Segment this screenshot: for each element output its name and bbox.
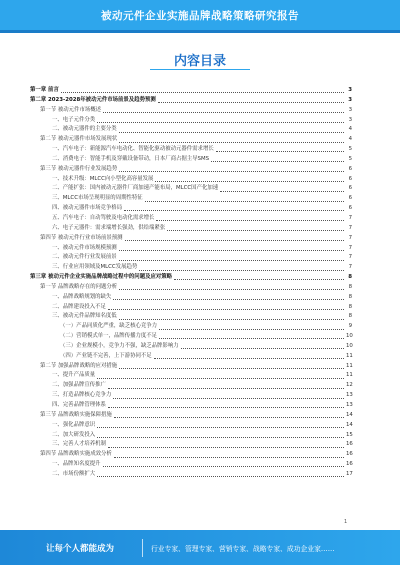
toc-entry-label: 五、汽车电子：自动驾驶及电动化需求增长 xyxy=(52,214,155,221)
toc-entry-label: 二、产能扩张：国内被动元器件厂商加速产能布局，MLCC国产化加速 xyxy=(52,185,219,192)
toc-entry-label: 二、品牌建设投入不足 xyxy=(52,303,106,310)
toc-entry-page: 7 xyxy=(348,264,352,271)
toc-entry-label: 三、打造品牌核心竞争力 xyxy=(52,392,112,399)
toc-entry-label: 一、被动元件市场规模预测 xyxy=(52,244,117,251)
toc-entry[interactable] xyxy=(30,253,352,263)
toc-entry-label: （三）企业规模小，竞争力不强，缺乏品牌影响力 xyxy=(60,342,179,349)
footer-tagline: 行业专家、管理专家、营销专家、战略专家、成功企业家…… xyxy=(151,544,335,553)
toc-entry[interactable] xyxy=(30,431,352,441)
toc-entry-page: 16 xyxy=(346,441,353,448)
toc-entry-label: 一、品牌知名度提升 xyxy=(52,461,101,468)
toc-entry[interactable] xyxy=(30,401,352,411)
toc-leader-dots xyxy=(159,329,344,330)
toc-leader-dots xyxy=(103,466,344,467)
toc-leader-dots xyxy=(145,201,344,202)
toc-entry-page: 16 xyxy=(346,461,353,468)
toc-leader-dots xyxy=(174,279,344,280)
toc-entry-page: 14 xyxy=(346,411,353,418)
toc-entry[interactable] xyxy=(30,303,352,313)
toc-entry-page: 4 xyxy=(348,126,352,133)
toc-entry-label: 二、被动元件行业发展前景 xyxy=(52,254,117,261)
toc-entry[interactable] xyxy=(30,470,352,480)
toc-entry[interactable] xyxy=(30,175,352,185)
toc-entry-page: 13 xyxy=(346,402,353,408)
toc-entry[interactable] xyxy=(30,145,352,155)
toc-entry-label: 二、加大研发投入 xyxy=(52,431,96,438)
toc-leader-dots xyxy=(119,142,344,143)
report-header xyxy=(0,0,400,30)
toc-leader-dots xyxy=(119,250,344,251)
toc-entry-page: 10 xyxy=(346,342,353,349)
toc-entry-page: 7 xyxy=(348,224,352,231)
toc-entry-page: 7 xyxy=(348,214,352,221)
toc-entry-page: 13 xyxy=(346,392,353,399)
toc-entry[interactable] xyxy=(30,411,352,421)
toc-leader-dots xyxy=(113,398,344,399)
toc-entry[interactable] xyxy=(30,224,352,234)
toc-entry-page: 8 xyxy=(348,313,352,320)
toc-entry[interactable] xyxy=(30,293,352,303)
toc-entry-label: 第二章 2023-2028年被动元件市场前景及趋势预测 xyxy=(30,96,156,103)
toc-entry[interactable] xyxy=(30,86,352,96)
toc-entry-label: 四、完善品牌管理体系 xyxy=(52,402,106,408)
toc-entry-page: 3 xyxy=(348,96,352,103)
toc-entry-page: 6 xyxy=(348,195,352,202)
toc-entry-page: 7 xyxy=(348,234,352,241)
toc-entry-page: 12 xyxy=(346,382,353,389)
toc-entry[interactable] xyxy=(30,125,352,135)
toc-entry-page: 10 xyxy=(346,333,353,340)
toc-heading-underline xyxy=(150,69,250,70)
toc-leader-dots xyxy=(108,447,344,448)
toc-entry[interactable] xyxy=(30,312,352,322)
toc-leader-dots xyxy=(159,338,344,339)
toc-entry[interactable] xyxy=(30,244,352,254)
toc-entry-page: 7 xyxy=(348,244,352,251)
toc-entry-page: 11 xyxy=(346,352,353,359)
toc-entry-page: 17 xyxy=(346,470,353,477)
toc-leader-dots xyxy=(113,299,344,300)
toc-entry[interactable] xyxy=(30,194,352,204)
toc-entry-label: 三、被动元件品牌知名度低 xyxy=(52,313,117,320)
footer-banner xyxy=(0,530,400,565)
toc-entry-page: 4 xyxy=(348,136,352,143)
toc-entry-page: 16 xyxy=(346,451,353,458)
toc-entry-page: 3 xyxy=(348,106,352,113)
toc-leader-dots xyxy=(119,132,344,133)
toc-leader-dots xyxy=(119,319,344,320)
toc-leader-dots xyxy=(97,427,344,428)
toc-entry-page: 11 xyxy=(346,372,353,379)
toc-entry[interactable] xyxy=(30,322,352,332)
toc-leader-dots xyxy=(139,270,344,271)
table-of-contents xyxy=(30,86,352,480)
toc-entry-page: 7 xyxy=(348,254,352,261)
toc-leader-dots xyxy=(158,102,344,103)
toc-entry[interactable] xyxy=(30,460,352,470)
toc-entry[interactable] xyxy=(30,165,352,175)
toc-entry[interactable] xyxy=(30,184,352,194)
toc-entry-label: 第二节 加强品牌战略的应对措施 xyxy=(40,362,118,369)
toc-entry-page: 6 xyxy=(348,175,352,182)
toc-leader-dots xyxy=(125,240,344,241)
toc-entry[interactable] xyxy=(30,362,352,372)
toc-entry[interactable] xyxy=(30,283,352,293)
toc-entry-page: 3 xyxy=(348,87,352,93)
toc-entry-page: 6 xyxy=(348,165,352,172)
toc-entry-page: 9 xyxy=(348,323,352,330)
toc-leader-dots xyxy=(97,122,344,123)
toc-entry-page: 11 xyxy=(346,362,353,369)
header-divider xyxy=(0,30,400,33)
toc-leader-dots xyxy=(119,368,344,369)
toc-leader-dots xyxy=(216,151,344,152)
toc-entry-label: 六、电子元器件：需求端增长强劲，供给端紧张 xyxy=(52,224,166,231)
toc-leader-dots xyxy=(114,417,344,418)
toc-entry-label: 一、提升产品质量 xyxy=(52,372,96,379)
toc-entry-label: 一、技术升级：MLCC向小型化高容量发展 xyxy=(52,175,154,182)
toc-entry-page: 6 xyxy=(348,185,352,192)
toc-entry-label: 第四节 品牌战略实施成效分析 xyxy=(40,451,112,458)
toc-leader-dots xyxy=(114,457,344,458)
toc-leader-dots xyxy=(181,348,344,349)
toc-leader-dots xyxy=(156,220,344,221)
toc-entry-page: 14 xyxy=(346,421,353,428)
toc-entry[interactable] xyxy=(30,155,352,165)
page-number: 1 xyxy=(344,519,348,525)
toc-entry[interactable] xyxy=(30,342,352,352)
toc-leader-dots xyxy=(211,161,344,162)
toc-entry-label: 第一章 前言 xyxy=(30,87,59,93)
toc-entry-page: 5 xyxy=(348,146,352,153)
toc-entry-label: 一、电子元件分类 xyxy=(52,116,96,123)
toc-entry[interactable] xyxy=(30,371,352,381)
toc-entry[interactable] xyxy=(30,332,352,342)
toc-leader-dots xyxy=(97,378,344,379)
toc-leader-dots xyxy=(61,92,344,93)
toc-entry-page: 8 xyxy=(348,293,352,300)
toc-entry-page: 8 xyxy=(348,274,352,281)
toc-entry-page: 3 xyxy=(348,116,352,123)
toc-entry-page: 8 xyxy=(348,283,352,290)
toc-entry-label: 第三章 被动元件企业实施品牌战略过程中的问题及应对策略 xyxy=(30,274,173,281)
toc-entry[interactable] xyxy=(30,273,352,283)
toc-entry-label: （四）产业链不完善，上下游协同不足 xyxy=(60,352,152,359)
toc-entry[interactable] xyxy=(30,450,352,460)
toc-entry[interactable] xyxy=(30,352,352,362)
toc-entry-label: 第一节 被动元件市场概述 xyxy=(40,106,102,113)
toc-entry-label: 三、MLCC市场呈现明显的周期性特征 xyxy=(52,195,143,202)
toc-entry[interactable] xyxy=(30,381,352,391)
toc-entry-label: 第三节 品牌战略实施保障措施 xyxy=(40,411,112,418)
toc-entry-page: 5 xyxy=(348,155,352,162)
toc-leader-dots xyxy=(97,437,344,438)
toc-entry-label: （二）营销模式单一，品牌传播力度不足 xyxy=(60,333,158,340)
toc-entry[interactable] xyxy=(30,214,352,224)
report-title: 被动元件企业实施品牌战略策略研究报告 xyxy=(101,9,299,22)
toc-entry[interactable] xyxy=(30,96,352,106)
toc-entry-label: 二、消费电子：智能手机及穿戴设备带动，日本厂商占据主导SMS xyxy=(52,155,210,162)
toc-entry[interactable] xyxy=(30,234,352,244)
toc-leader-dots xyxy=(108,407,344,408)
toc-leader-dots xyxy=(97,476,344,477)
toc-leader-dots xyxy=(119,289,344,290)
toc-heading: 内容目录 xyxy=(173,54,226,69)
toc-entry-label: 二、市场份额扩大 xyxy=(52,470,96,477)
toc-entry-label: 一、品牌战略规划的缺失 xyxy=(52,293,112,300)
toc-leader-dots xyxy=(124,210,344,211)
toc-entry[interactable] xyxy=(30,106,352,116)
toc-entry-page: 6 xyxy=(348,205,352,212)
toc-entry-label: 第四节 被动元件行业市场前景预测 xyxy=(40,234,123,241)
toc-entry-label: 第三节 被动元器件行业发展趋势 xyxy=(40,165,118,172)
toc-entry-label: 三、行业应用领域及MLCC发展趋势 xyxy=(52,264,138,271)
toc-entry-page: 15 xyxy=(346,431,353,438)
toc-entry-label: 一、强化品牌意识 xyxy=(52,421,96,428)
footer-slogan: 让每个人都能成为 xyxy=(46,543,115,554)
toc-entry-label: 第二节 被动元器件市场发展现状 xyxy=(40,136,118,143)
toc-entry-label: 二、被动元器件的主要分类 xyxy=(52,126,117,133)
toc-entry-label: 一、汽车电子：新能源汽车电动化、智能化驱动被动元器件需求增长 xyxy=(52,146,214,153)
toc-entry-label: 四、被动元器件市场竞争格局 xyxy=(52,205,123,212)
toc-entry[interactable] xyxy=(30,135,352,145)
toc-entry[interactable] xyxy=(30,204,352,214)
toc-leader-dots xyxy=(220,191,344,192)
toc-entry[interactable] xyxy=(30,421,352,431)
toc-leader-dots xyxy=(108,388,344,389)
toc-entry[interactable] xyxy=(30,440,352,450)
toc-entry-label: 第一节 品牌战略存在的问题分析 xyxy=(40,283,118,290)
toc-entry[interactable] xyxy=(30,263,352,273)
toc-leader-dots xyxy=(154,358,344,359)
toc-leader-dots xyxy=(119,171,344,172)
toc-entry[interactable] xyxy=(30,116,352,126)
toc-entry-page: 8 xyxy=(348,303,352,310)
toc-entry-label: （一）产品同质化严重，缺乏核心竞争力 xyxy=(60,323,158,330)
toc-leader-dots xyxy=(103,112,344,113)
toc-leader-dots xyxy=(108,309,344,310)
toc-entry[interactable] xyxy=(30,391,352,401)
toc-leader-dots xyxy=(155,181,344,182)
toc-entry-label: 三、完善人才培养机制 xyxy=(52,441,106,448)
toc-entry-label: 二、加强品牌宣传推广 xyxy=(52,382,106,389)
toc-leader-dots xyxy=(167,230,344,231)
toc-leader-dots xyxy=(119,260,344,261)
